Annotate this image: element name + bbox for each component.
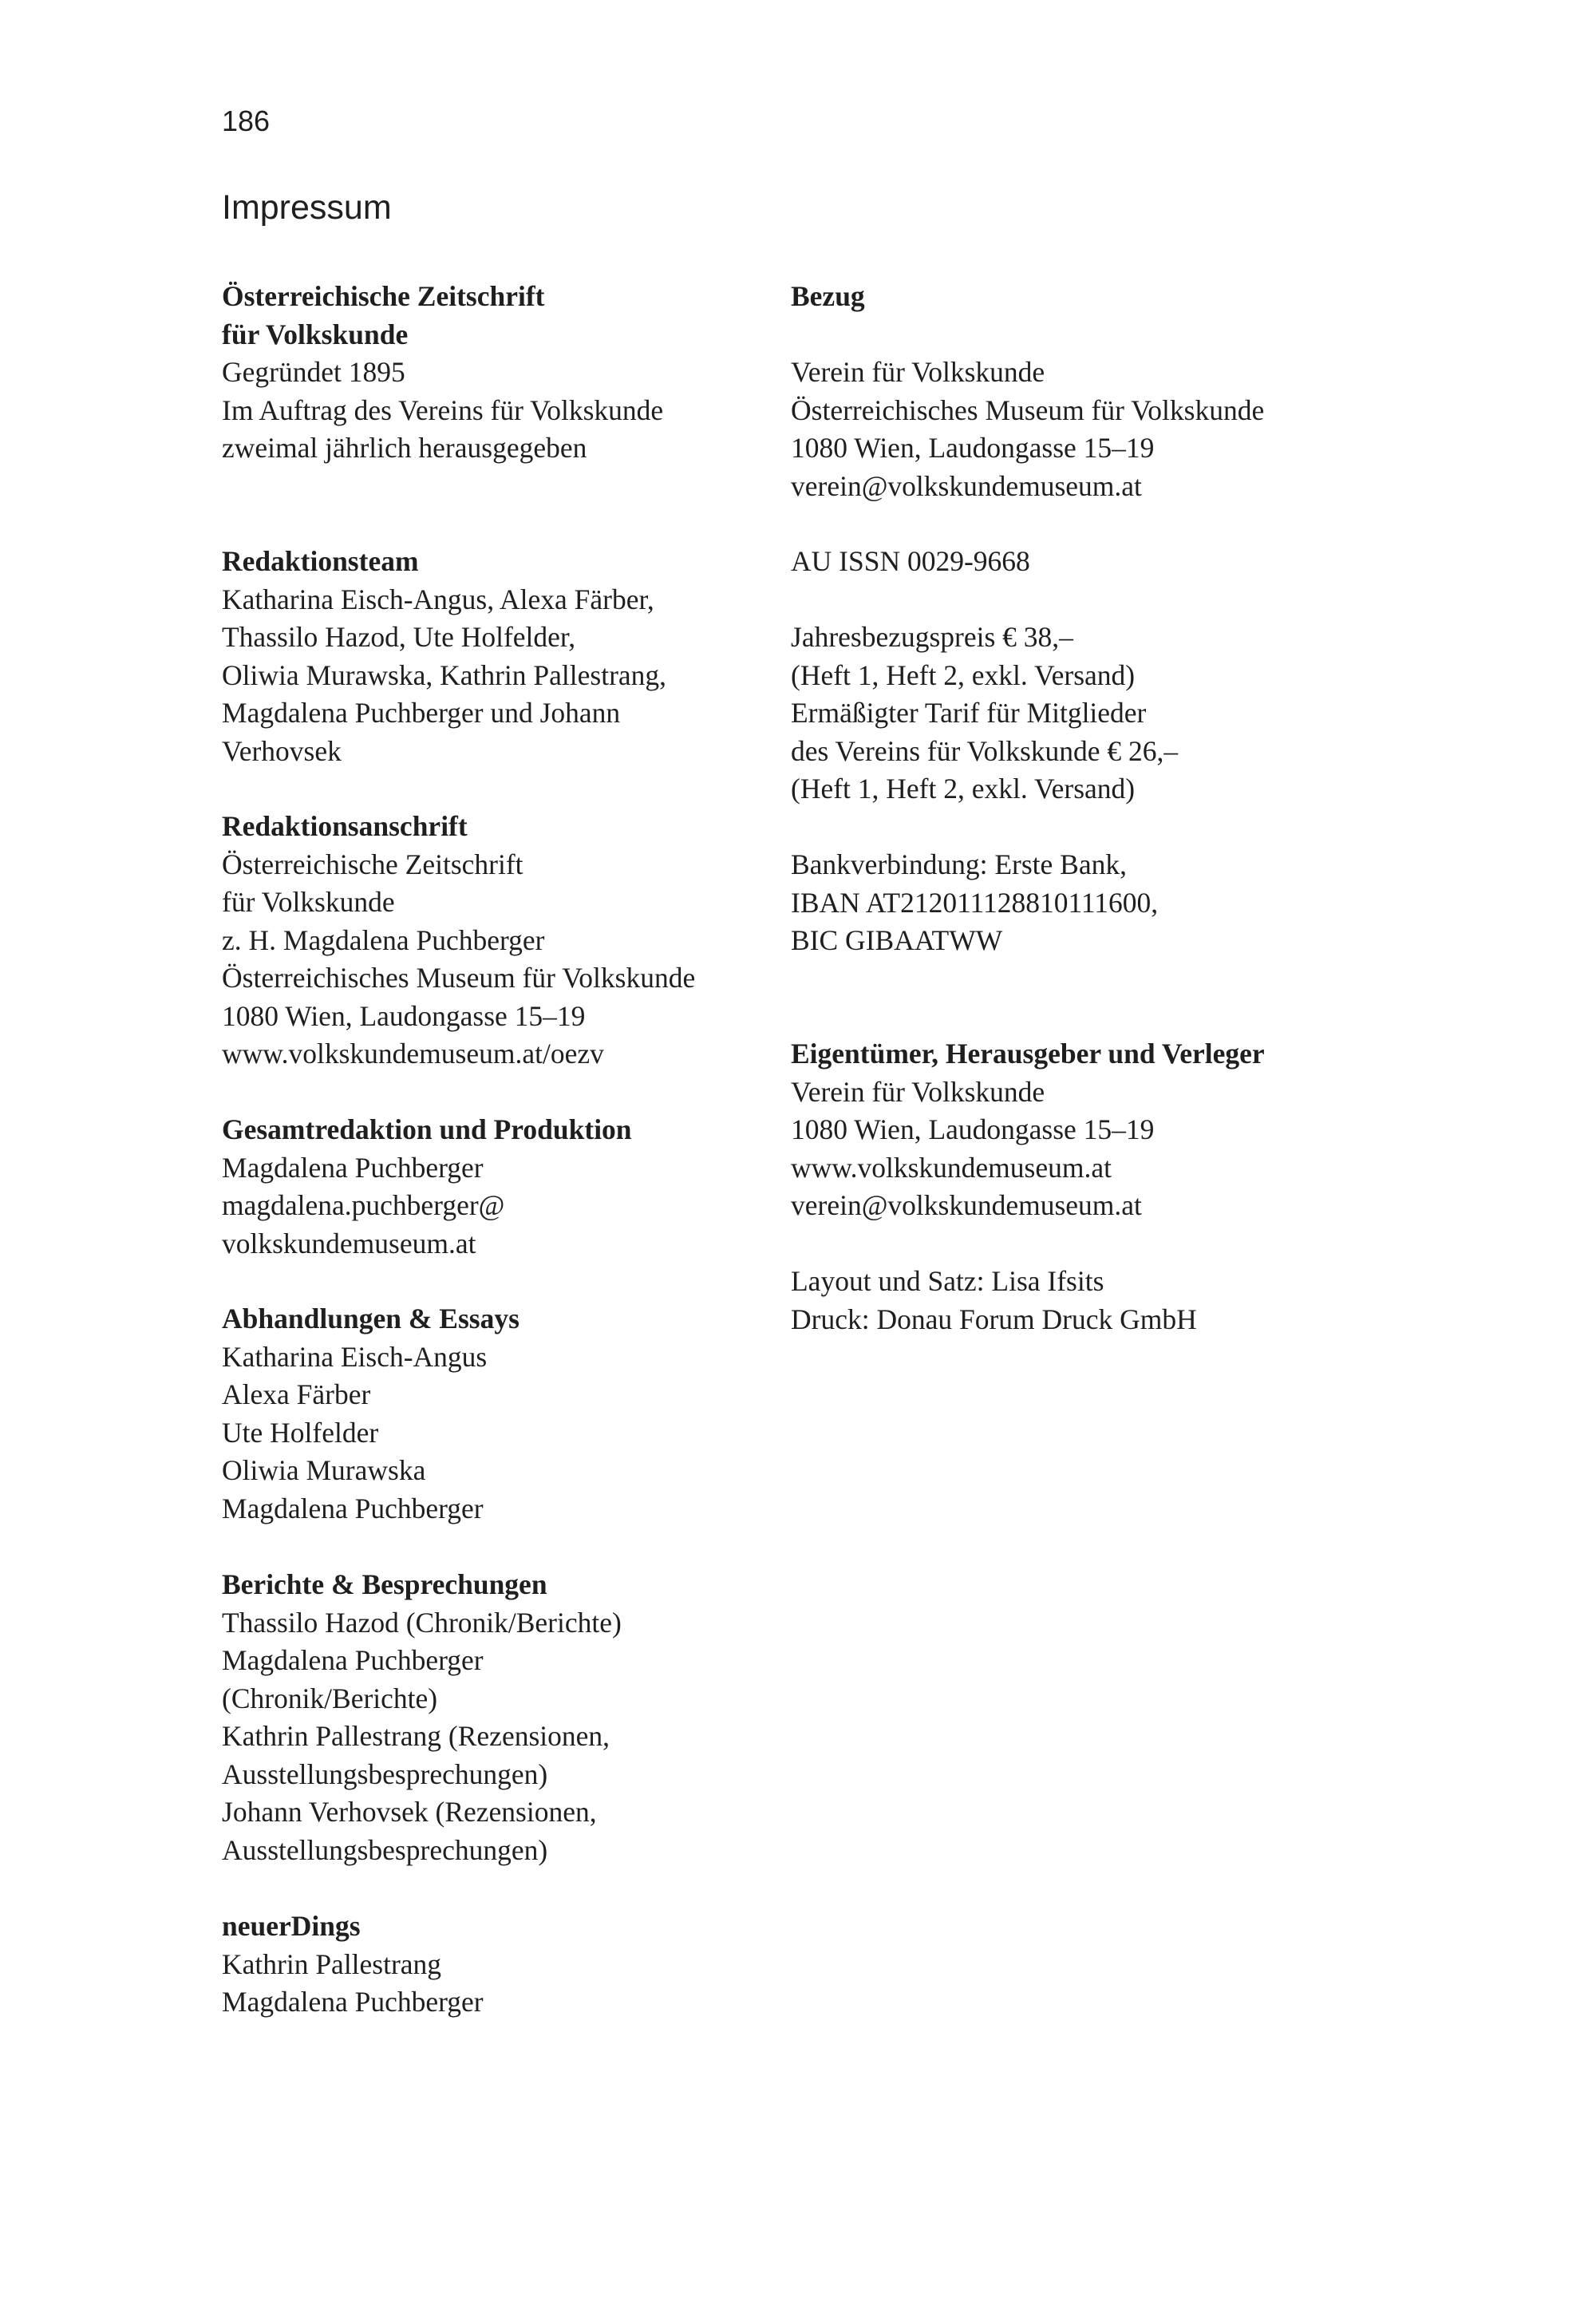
text-line: für Volkskunde	[222, 886, 395, 918]
text-line: Ausstellungsbesprechungen)	[222, 1757, 548, 1790]
section-heading: Berichte & Besprechungen	[222, 1568, 547, 1600]
text-line: Österreichisches Museum für Volkskunde	[222, 962, 696, 994]
email-link[interactable]: volkskundemuseum.at	[222, 1227, 476, 1259]
section-bezug-address	[791, 354, 1365, 505]
section-bank	[791, 846, 1365, 960]
issn-text: AU ISSN 0029-9668	[791, 545, 1030, 577]
text-line: Thassilo Hazod (Chronik/Berichte)	[222, 1606, 622, 1639]
text-line: Katharina Eisch-Angus, Alexa Färber,	[222, 583, 654, 615]
section-abhandlungen	[222, 1300, 780, 1528]
text-line: 1080 Wien, Laudongasse 15–19	[791, 1113, 1155, 1145]
text-line: Druck: Donau Forum Druck GmbH	[791, 1303, 1197, 1335]
section-heading: für Volkskunde	[222, 318, 409, 350]
section-heading: Österreichische Zeitschrift	[222, 280, 545, 312]
text-line: BIC GIBAATWW	[791, 924, 1003, 956]
text-line: Verein für Volkskunde	[791, 356, 1045, 388]
section-heading: Eigentümer, Herausgeber und Verleger	[791, 1038, 1265, 1069]
text-line: Thassilo Hazod, Ute Holfelder,	[222, 621, 576, 653]
text-line: (Heft 1, Heft 2, exkl. Versand)	[791, 658, 1136, 691]
section-redaktionsteam	[222, 543, 780, 770]
text-line: Österreichisches Museum für Volkskunde	[791, 393, 1265, 426]
section-heading: Abhandlungen & Essays	[222, 1303, 519, 1334]
text-line: des Vereins für Volkskunde € 26,–	[791, 734, 1179, 767]
text-line: Magdalena Puchberger und Johann	[222, 697, 621, 729]
page-title: Impressum	[222, 188, 392, 227]
text-line: Im Auftrag des Vereins für Volkskunde	[222, 393, 664, 426]
email-link[interactable]: magdalena.puchberger@	[222, 1189, 505, 1221]
text-line: Oliwia Murawska, Kathrin Pallestrang,	[222, 658, 667, 691]
text-line: 1080 Wien, Laudongasse 15–19	[791, 432, 1155, 464]
text-line: Katharina Eisch-Angus	[222, 1340, 488, 1373]
text-line: zweimal jährlich herausgegeben	[222, 432, 587, 464]
section-bezug	[791, 278, 1365, 316]
section-redaktionsanschrift	[222, 808, 780, 1073]
section-produktion	[791, 1263, 1365, 1338]
section-heading: neuerDings	[222, 1910, 361, 1942]
text-line: (Chronik/Berichte)	[222, 1682, 438, 1714]
page-number: 186	[222, 105, 271, 137]
section-heading: Redaktionsteam	[222, 545, 419, 577]
text-line: Oliwia Murawska	[222, 1454, 426, 1486]
text-line: (Heft 1, Heft 2, exkl. Versand)	[791, 773, 1136, 805]
section-heading: Redaktionsanschrift	[222, 810, 468, 842]
section-gesamtredaktion	[222, 1111, 780, 1263]
email-link[interactable]: verein@volkskundemuseum.at	[791, 1189, 1142, 1221]
text-line: z. H. Magdalena Puchberger	[222, 923, 545, 956]
text-line: 1080 Wien, Laudongasse 15–19	[222, 999, 586, 1032]
text-line: Layout und Satz: Lisa Ifsits	[791, 1265, 1104, 1297]
section-zeitschrift	[222, 278, 780, 468]
text-line: Magdalena Puchberger	[222, 1986, 484, 2018]
section-heading: Gesamtredaktion und Produktion	[222, 1113, 632, 1145]
section-neuerdings	[222, 1908, 780, 2022]
text-line: Bankverbindung: Erste Bank,	[791, 848, 1127, 880]
text-line: Österreichische Zeitschrift	[222, 848, 523, 880]
email-link[interactable]: verein@volkskundemuseum.at	[791, 469, 1142, 502]
text-line: IBAN AT212011128810111600,	[791, 886, 1159, 919]
text-line: Kathrin Pallestrang	[222, 1947, 442, 1980]
section-eigentuemer	[791, 1035, 1365, 1225]
text-line: Alexa Färber	[222, 1378, 371, 1410]
text-line: Verhovsek	[222, 734, 342, 767]
text-line: Ermäßigter Tarif für Mitglieder	[791, 697, 1147, 729]
section-issn	[791, 543, 1365, 581]
section-preis	[791, 619, 1365, 809]
text-line: Kathrin Pallestrang (Rezensionen,	[222, 1720, 610, 1752]
text-line: Magdalena Puchberger	[222, 1492, 484, 1524]
website-link[interactable]: www.volkskundemuseum.at/oezv	[222, 1038, 604, 1069]
section-heading: Bezug	[791, 280, 865, 312]
text-line: Johann Verhovsek (Rezensionen,	[222, 1796, 597, 1828]
text-line: Ute Holfelder	[222, 1416, 379, 1449]
text-line: Gegründet 1895	[222, 356, 405, 388]
section-berichte	[222, 1566, 780, 1869]
website-link[interactable]: www.volkskundemuseum.at	[791, 1151, 1112, 1184]
text-line: Magdalena Puchberger	[222, 1644, 484, 1676]
text-line: Jahresbezugspreis € 38,–	[791, 621, 1073, 653]
text-line: Verein für Volkskunde	[791, 1075, 1045, 1108]
text-line: Magdalena Puchberger	[222, 1151, 484, 1184]
text-line: Ausstellungsbesprechungen)	[222, 1833, 548, 1866]
